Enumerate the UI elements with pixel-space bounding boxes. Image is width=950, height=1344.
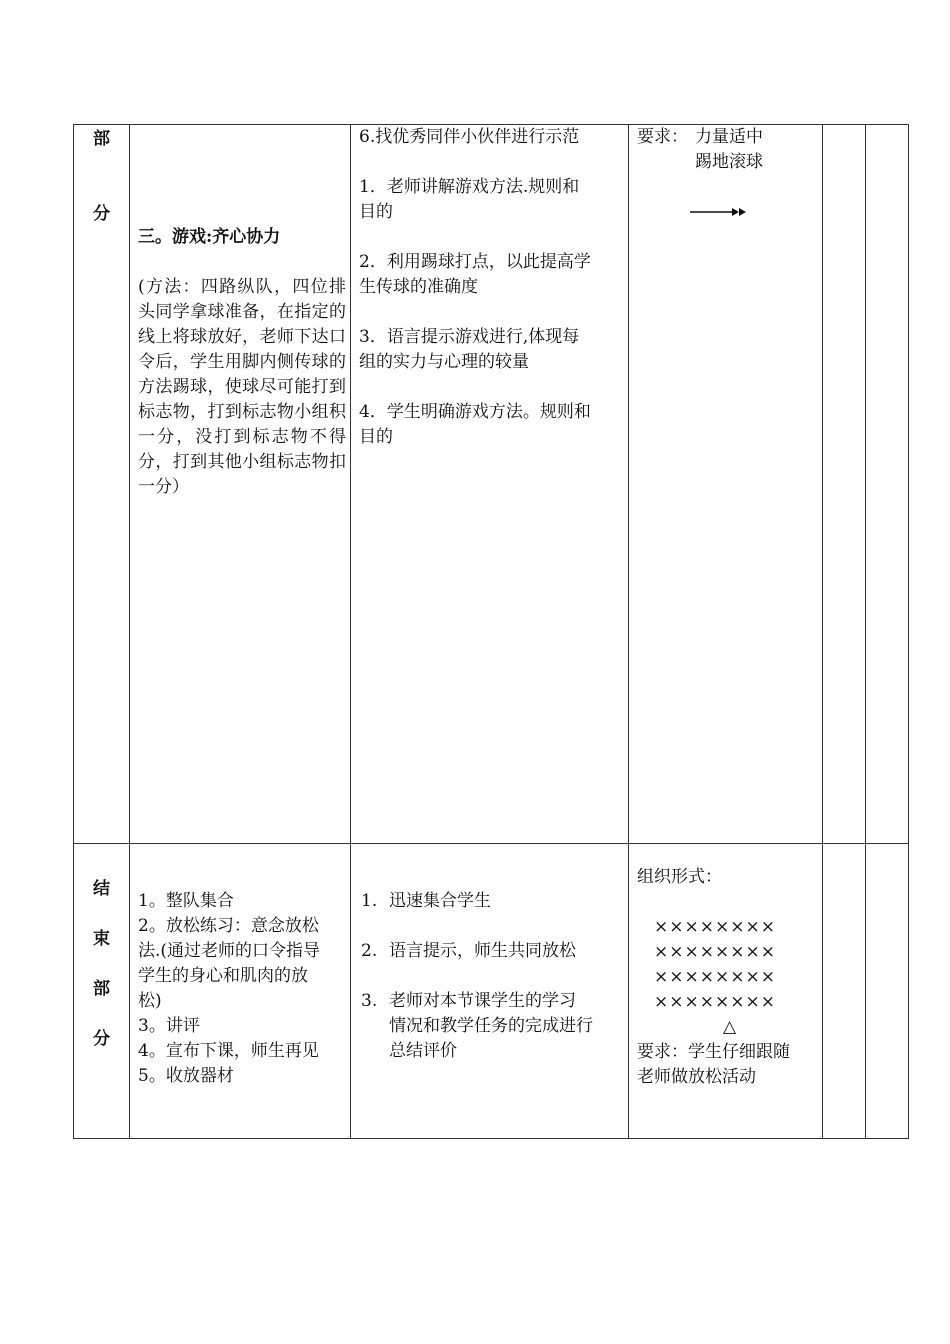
column-divider <box>628 125 629 1138</box>
formation-diagram <box>654 915 776 1015</box>
teacher-item: 1. 迅速集合学生 <box>361 891 491 911</box>
lesson-plan-table <box>73 124 909 1139</box>
teacher-position-icon: △ <box>723 1017 737 1037</box>
content-line: 4。宣布下课，师生再见 <box>138 1041 319 1061</box>
teacher-item: 1．老师讲解游戏方法.规则和 目的 <box>359 177 580 222</box>
content-line: 5。收放器材 <box>138 1066 234 1086</box>
content-line: 法.(通过老师的口令指导 <box>138 941 321 961</box>
content-line: 1。整队集合 <box>138 891 234 911</box>
organization-label: 组织形式： <box>637 867 722 887</box>
ending-content <box>138 889 320 1089</box>
column-divider <box>350 125 351 1138</box>
content-line: 学生的身心和肌肉的放 <box>138 966 308 986</box>
ending-requirement: 要求：学生仔细跟随 老师做放松活动 <box>637 1042 790 1087</box>
teacher-activities-ending <box>361 889 623 1064</box>
game-method: (方法：四路纵队，四位排头同学拿球准备，在指定的线上将球放好，老师下达口令后，学生用脚内侧传球的方法踢球，使球尽可能打到标志物，打到标志物小组积一分，没打到标志物不得分，打到其他小组标志物扣一分） <box>138 277 346 497</box>
requirement-line: 踢地滚球 <box>695 152 763 172</box>
teacher-item: 2. 语言提示，师生共同放松 <box>361 941 576 961</box>
content-line: 2。放松练习：意念放松 <box>138 916 319 936</box>
section-label-part1: 部 分 <box>93 129 110 224</box>
teacher-item: 3. 老师对本节课学生的学习 情况和教学任务的完成进行 总结评价 <box>361 991 593 1061</box>
game-title: 三。游戏:齐心协力 <box>138 227 281 247</box>
formation-row: ×××××××× <box>654 942 776 962</box>
formation-row: ×××××××× <box>654 967 776 987</box>
content-line: 松) <box>138 991 162 1011</box>
column-divider <box>865 125 866 1138</box>
teacher-item: 2．利用踢球打点，以此提高学 生传球的准确度 <box>359 252 591 297</box>
column-divider <box>129 125 130 1138</box>
teacher-item: 4．学生明确游戏方法。规则和 目的 <box>359 402 591 447</box>
requirement-label: 要求： <box>637 127 688 147</box>
section-label-ending: 结 束 部 分 <box>93 879 110 1049</box>
content-line: 3。讲评 <box>138 1016 200 1036</box>
column-divider <box>822 125 823 1138</box>
teacher-item: 3．语言提示游戏进行,体现每 组的实力与心理的较量 <box>359 327 580 372</box>
formation-row: ×××××××× <box>654 917 776 937</box>
arrow-right-icon <box>688 205 748 219</box>
row-divider <box>74 843 908 844</box>
teacher-activities-part1 <box>359 125 624 450</box>
formation-row: ×××××××× <box>654 992 776 1012</box>
requirement-line: 力量适中 <box>695 127 763 147</box>
teacher-demo-line: 6.找优秀同伴小伙伴进行示范 <box>359 127 580 147</box>
